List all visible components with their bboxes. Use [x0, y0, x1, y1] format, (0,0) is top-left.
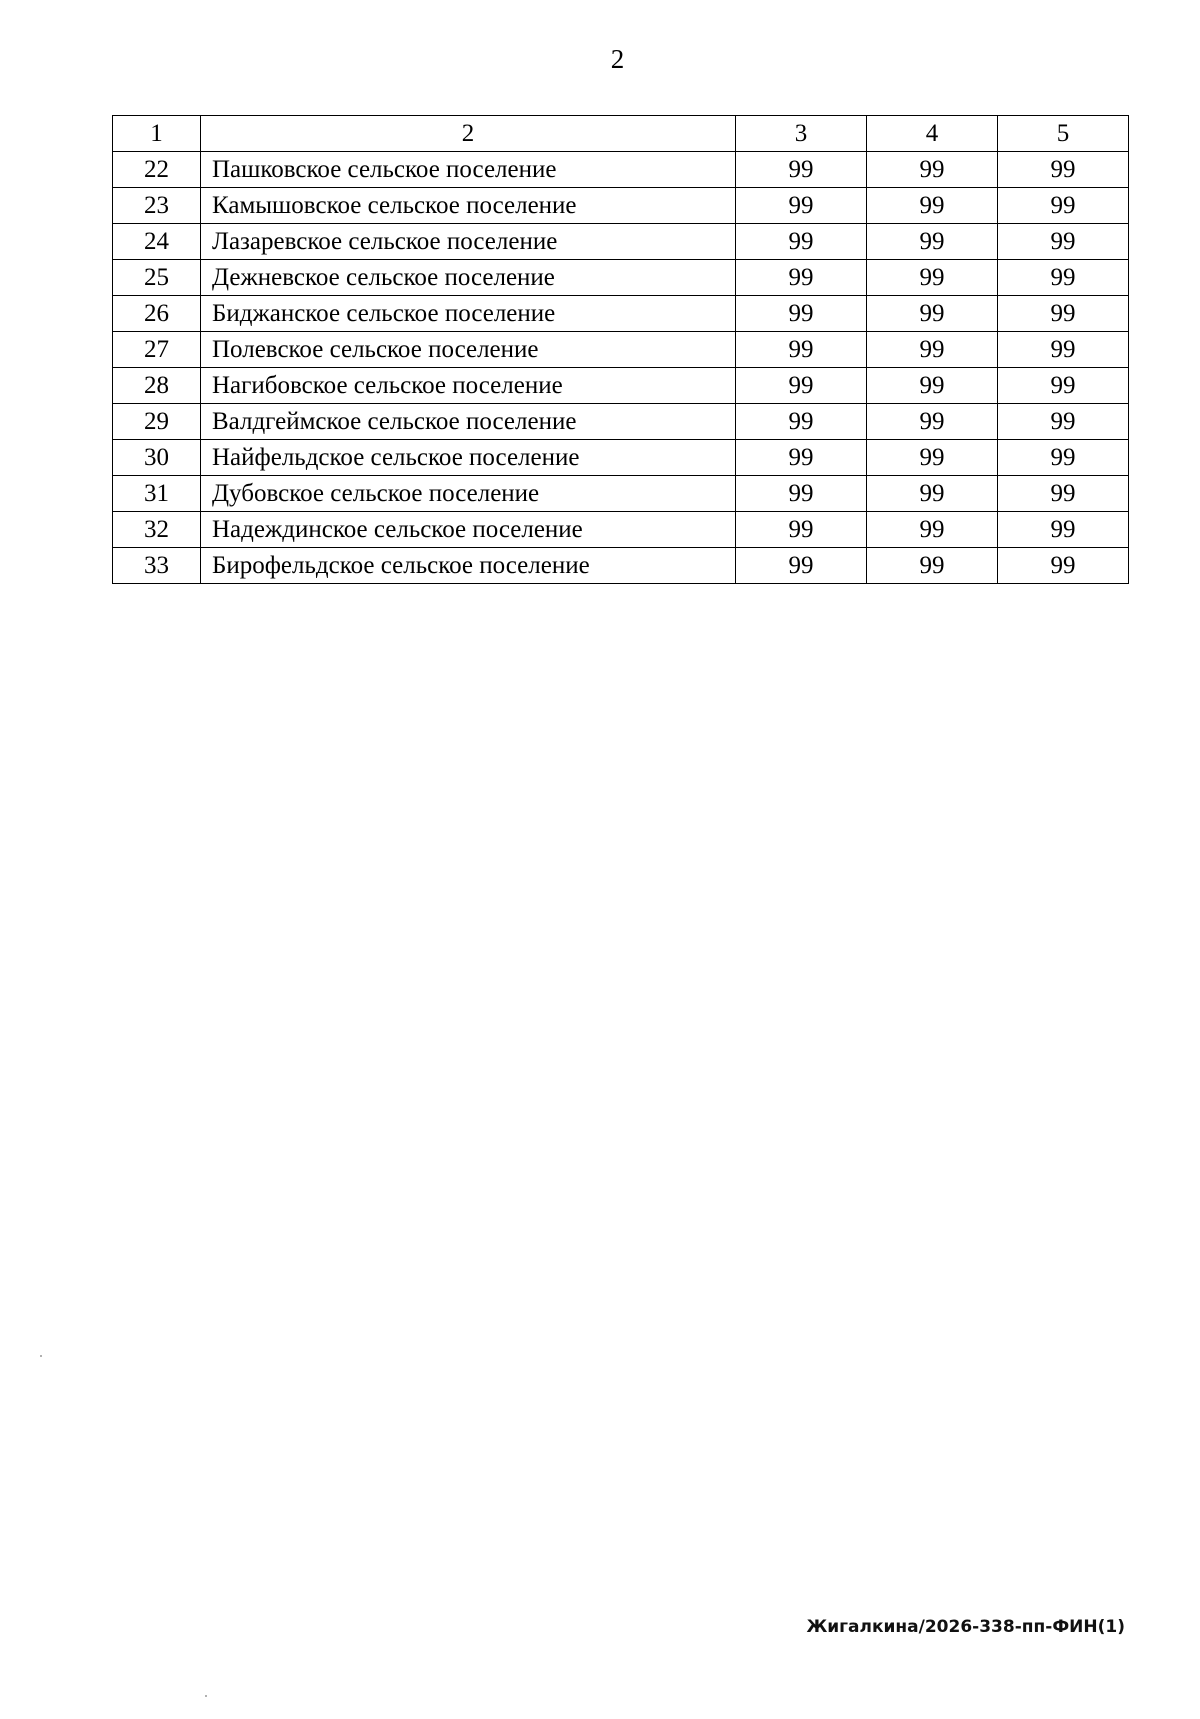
- value-cell: 99: [736, 296, 867, 332]
- value-cell: 99: [736, 548, 867, 584]
- header-cell: 5: [998, 116, 1129, 152]
- data-table: [112, 115, 1129, 584]
- value-cell: 99: [867, 332, 998, 368]
- table-row: [113, 224, 1129, 260]
- settlement-name: Бирофельдское сельское поселение: [201, 548, 736, 584]
- row-number: 24: [113, 224, 201, 260]
- settlement-name: Биджанское сельское поселение: [201, 296, 736, 332]
- row-number: 31: [113, 476, 201, 512]
- page-number: 2: [610, 44, 625, 74]
- row-number: 30: [113, 440, 201, 476]
- value-cell: 99: [867, 296, 998, 332]
- document-reference: Жигалкина/2026-338-пп-ФИН(1): [806, 1617, 1125, 1637]
- value-cell: 99: [998, 368, 1129, 404]
- row-number: 27: [113, 332, 201, 368]
- row-number: 28: [113, 368, 201, 404]
- table-row: [113, 404, 1129, 440]
- value-cell: 99: [998, 260, 1129, 296]
- value-cell: 99: [736, 332, 867, 368]
- row-number: 25: [113, 260, 201, 296]
- settlement-name: Валдгеймское сельское поселение: [201, 404, 736, 440]
- table-row: [113, 440, 1129, 476]
- value-cell: 99: [998, 440, 1129, 476]
- value-cell: 99: [736, 440, 867, 476]
- table-header-row: [113, 116, 1129, 152]
- value-cell: 99: [736, 476, 867, 512]
- table-row: [113, 332, 1129, 368]
- header-cell: 3: [736, 116, 867, 152]
- settlement-name: Камышовское сельское поселение: [201, 188, 736, 224]
- table-row: [113, 476, 1129, 512]
- row-number: 32: [113, 512, 201, 548]
- value-cell: 99: [867, 440, 998, 476]
- value-cell: 99: [736, 512, 867, 548]
- header-cell: 4: [867, 116, 998, 152]
- value-cell: 99: [998, 512, 1129, 548]
- settlement-name: Дубовское сельское поселение: [201, 476, 736, 512]
- header-cell: 2: [201, 116, 736, 152]
- value-cell: 99: [998, 152, 1129, 188]
- value-cell: 99: [736, 152, 867, 188]
- header-cell: 1: [113, 116, 201, 152]
- row-number: 22: [113, 152, 201, 188]
- value-cell: 99: [998, 188, 1129, 224]
- value-cell: 99: [998, 332, 1129, 368]
- scan-speck: [205, 1695, 207, 1697]
- value-cell: 99: [736, 368, 867, 404]
- value-cell: 99: [867, 152, 998, 188]
- settlement-name: Пашковское сельское поселение: [201, 152, 736, 188]
- settlement-name: Полевское сельское поселение: [201, 332, 736, 368]
- value-cell: 99: [867, 476, 998, 512]
- value-cell: 99: [867, 512, 998, 548]
- row-number: 26: [113, 296, 201, 332]
- settlement-name: Надеждинское сельское поселение: [201, 512, 736, 548]
- settlement-name: Лазаревское сельское поселение: [201, 224, 736, 260]
- row-number: 33: [113, 548, 201, 584]
- value-cell: 99: [867, 260, 998, 296]
- value-cell: 99: [736, 260, 867, 296]
- value-cell: 99: [998, 476, 1129, 512]
- settlement-name: Дежневское сельское поселение: [201, 260, 736, 296]
- value-cell: 99: [867, 548, 998, 584]
- table-row: [113, 152, 1129, 188]
- table-row: [113, 512, 1129, 548]
- settlement-name: Найфельдское сельское поселение: [201, 440, 736, 476]
- table-row: [113, 368, 1129, 404]
- value-cell: 99: [867, 224, 998, 260]
- table-row: [113, 188, 1129, 224]
- value-cell: 99: [998, 296, 1129, 332]
- value-cell: 99: [998, 548, 1129, 584]
- table-row: [113, 296, 1129, 332]
- value-cell: 99: [998, 404, 1129, 440]
- value-cell: 99: [736, 188, 867, 224]
- table-row: [113, 260, 1129, 296]
- value-cell: 99: [867, 368, 998, 404]
- row-number: 23: [113, 188, 201, 224]
- value-cell: 99: [867, 188, 998, 224]
- row-number: 29: [113, 404, 201, 440]
- settlement-name: Нагибовское сельское поселение: [201, 368, 736, 404]
- table-row: [113, 548, 1129, 584]
- value-cell: 99: [867, 404, 998, 440]
- value-cell: 99: [736, 404, 867, 440]
- value-cell: 99: [998, 224, 1129, 260]
- scan-speck: [40, 1355, 42, 1357]
- value-cell: 99: [736, 224, 867, 260]
